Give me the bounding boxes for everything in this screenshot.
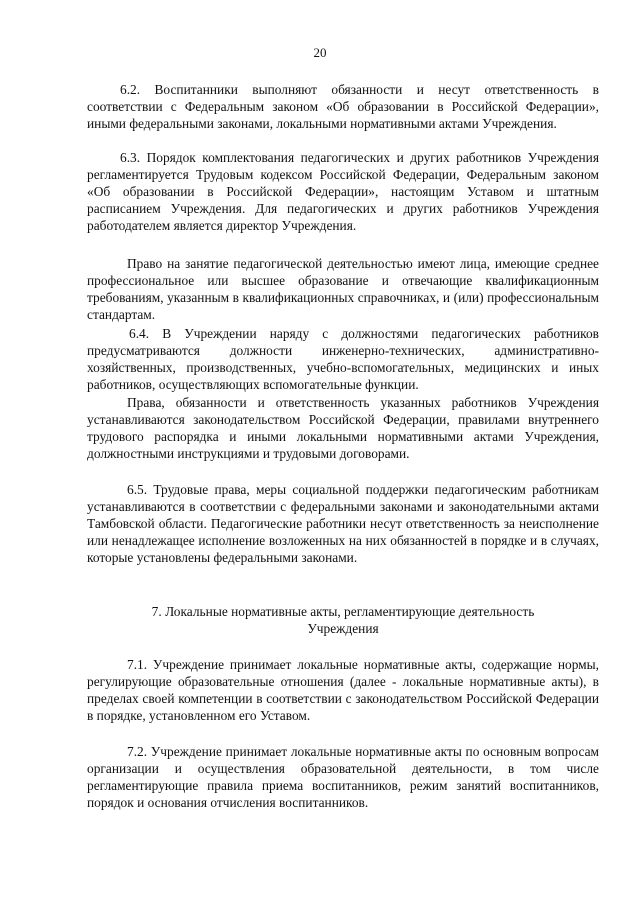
paragraph-6-4-text: 6.4. В Учреждении наряду с должностями педагогических работников предусматриваются должности инженерно-технических, административно-хозяйственных, производственных, учебно-вспомогательных, медицинских и иных работников, осуществляющих вспомогательные функции. bbox=[87, 326, 599, 392]
paragraph-rights-duties-text: Права, обязанности и ответственность указанных работников Учреждения устанавливаются законодательством Российской Федерации, правилами внутреннего трудового распорядка и иными локальными нормативными актами Учреждения, должностными инструкциями и трудовыми договорами. bbox=[87, 395, 599, 461]
paragraph-6-5-text: 6.5. Трудовые права, меры социальной поддержки педагогическим работникам устанавливаются в соответствии с федеральными законами и законодательными актами Тамбовской области. Педагогические работники несут ответственность за неисполнение или ненадлежащее исполнение возложенных на них обязанностей в порядке и в случаях, которые установлены федеральными законами. bbox=[87, 482, 599, 565]
paragraph-6-3-text: 6.3. Порядок комплектования педагогических и других работников Учреждения регламентируется Трудовым кодексом Российской Федерации, Федеральным законом «Об образовании в Российской Федерации», настоящим Уставом и штатным расписанием Учреждения. Для педагогических и других работников Учреждения работодателем является директор Учреждения. bbox=[87, 150, 599, 233]
paragraph-6-5 bbox=[87, 481, 599, 566]
paragraph-7-2 bbox=[87, 743, 599, 811]
paragraph-right-to-teach bbox=[87, 255, 599, 323]
paragraph-rights-duties bbox=[87, 394, 599, 462]
paragraph-7-1-text: 7.1. Учреждение принимает локальные нормативные акты, содержащие нормы, регулирующие образовательные отношения (далее - локальные нормативные акты), в пределах своей компетенции в соответствии с законодательством Российской Федерации в порядке, установленном его Уставом. bbox=[87, 657, 599, 723]
paragraph-6-4 bbox=[87, 325, 599, 393]
paragraph-6-2 bbox=[87, 81, 599, 132]
paragraph-7-2-text: 7.2. Учреждение принимает локальные нормативные акты по основным вопросам организации и осуществления образовательной деятельности, в том числе регламентирующие правила приема воспитанников, режим занятий воспитанников, порядок и основания отчисления воспитанников. bbox=[87, 744, 599, 810]
section-7-heading-line2: Учреждения bbox=[307, 621, 379, 636]
page-number: 20 bbox=[313, 45, 327, 60]
paragraph-7-1 bbox=[87, 656, 599, 724]
section-7-heading bbox=[87, 603, 599, 637]
paragraph-right-to-teach-text: Право на занятие педагогической деятельностью имеют лица, имеющие среднее профессиональное или высшее образование и отвечающие квалификационным требованиям, указанным в квалификационных справочниках, и (или) профессиональным стандартам. bbox=[87, 256, 599, 322]
paragraph-6-3 bbox=[87, 149, 599, 234]
paragraph-6-2-text: 6.2. Воспитанники выполняют обязанности и несут ответственность в соответствии с Федеральным законом «Об образовании в Российской Федерации», иными федеральными законами, локальными нормативными актами Учреждения. bbox=[87, 82, 599, 131]
section-7-heading-line1: 7. Локальные нормативные акты, регламентирующие деятельность bbox=[151, 604, 535, 619]
